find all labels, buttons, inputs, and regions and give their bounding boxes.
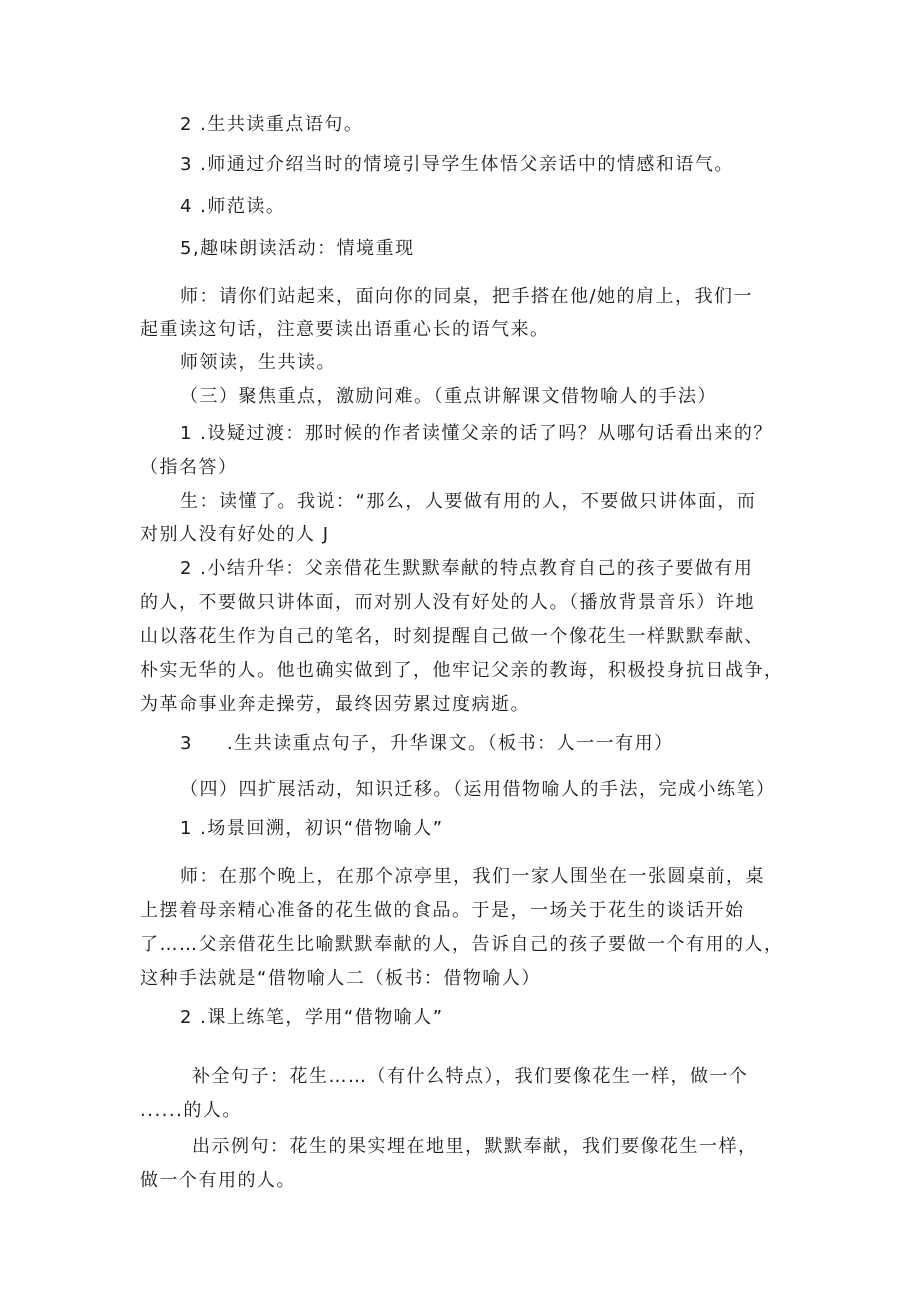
summary-line-2: 的人，不要做只讲体面，而对别人没有好处的人。（播放背景音乐）许地 <box>140 592 755 613</box>
step-4-teacher-model-reading: 4 .师范读。 <box>180 196 286 217</box>
question-transition-line-1: 1 .设疑过渡：那时候的作者读懂父亲的话了吗？从哪句话看出来的？ <box>180 423 773 444</box>
practice-heading: 2 .课上练笔，学用“借物喻人” <box>180 1007 444 1028</box>
question-transition-line-2: （指名答） <box>140 457 238 478</box>
teacher-instruction-line-1: 师：请你们站起来，面向你的同桌，把手搭在他/她的肩上，我们一 <box>180 286 754 307</box>
step-5-fun-reading-activity: 5,趣味朗读活动：情境重现 <box>180 238 415 259</box>
fill-sentence-line-1: 补全句子：花生……（有什么特点），我们要像花生一样，做一个 <box>192 1066 749 1087</box>
section-3-heading: （三）聚焦重点，激励问难。（重点讲解课文借物喻人的手法） <box>180 386 717 407</box>
fill-sentence-line-2: ......的人。 <box>140 1100 242 1121</box>
student-answer-line-2: 对别人没有好处的人 J <box>140 524 330 545</box>
scene-review-heading: 1 .场景回溯，初识“借物喻人” <box>180 818 444 839</box>
example-sentence-line-1: 出示例句：花生的果实埋在地里，默默奉献，我们要像花生一样， <box>192 1136 758 1157</box>
teacher-narration-line-4: 这种手法就是“借物喻人二（板书：借物喻人） <box>140 968 541 989</box>
teacher-narration-line-1: 师：在那个晚上，在那个凉亭里，我们一家人围坐在一张圆桌前，桌 <box>180 866 765 887</box>
section-4-heading: （四）四扩展活动，知识迁移。（运用借物喻人的手法，完成小练笔） <box>180 779 776 800</box>
summary-line-5: 为革命事业奔走操劳，最终因劳累过度病逝。 <box>140 694 530 715</box>
step-3-read-key-sentences: 3 .生共读重点句子，升华课文。（板书：人一一有用） <box>180 733 674 754</box>
step-2-read-key-sentences: 2 .生共读重点语句。 <box>180 114 364 135</box>
step-3-teacher-context: 3 .师通过介绍当时的情境引导学生体悟父亲话中的情感和语气。 <box>180 154 734 175</box>
student-answer-line-1: 生：读懂了。我说：“那么，人要做有用的人，不要做只讲体面，而 <box>180 491 757 512</box>
example-sentence-line-2: 做一个有用的人。 <box>140 1170 296 1191</box>
teacher-narration-line-3: 了……父亲借花生比喻默默奉献的人，告诉自己的孩子要做一个有用的人， <box>140 934 784 955</box>
teacher-instruction-line-2: 起重读这句话，注意要读出语重心长的语气来。 <box>140 319 550 340</box>
summary-line-1: 2 .小结升华：父亲借花生默默奉献的特点教育自己的孩子要做有用 <box>180 558 754 579</box>
summary-line-4: 朴实无华的人。他也确实做到了，他牢记父亲的教诲，积极投身抗日战争， <box>140 660 784 681</box>
teacher-lead-reading: 师领读，生共读。 <box>180 352 336 373</box>
summary-line-3: 山以落花生作为自己的笔名，时刻提醒自己做一个像花生一样默默奉献、 <box>140 626 764 647</box>
teacher-narration-line-2: 上摆着母亲精心准备的花生做的食品。于是，一场关于花生的谈话开始 <box>140 900 745 921</box>
